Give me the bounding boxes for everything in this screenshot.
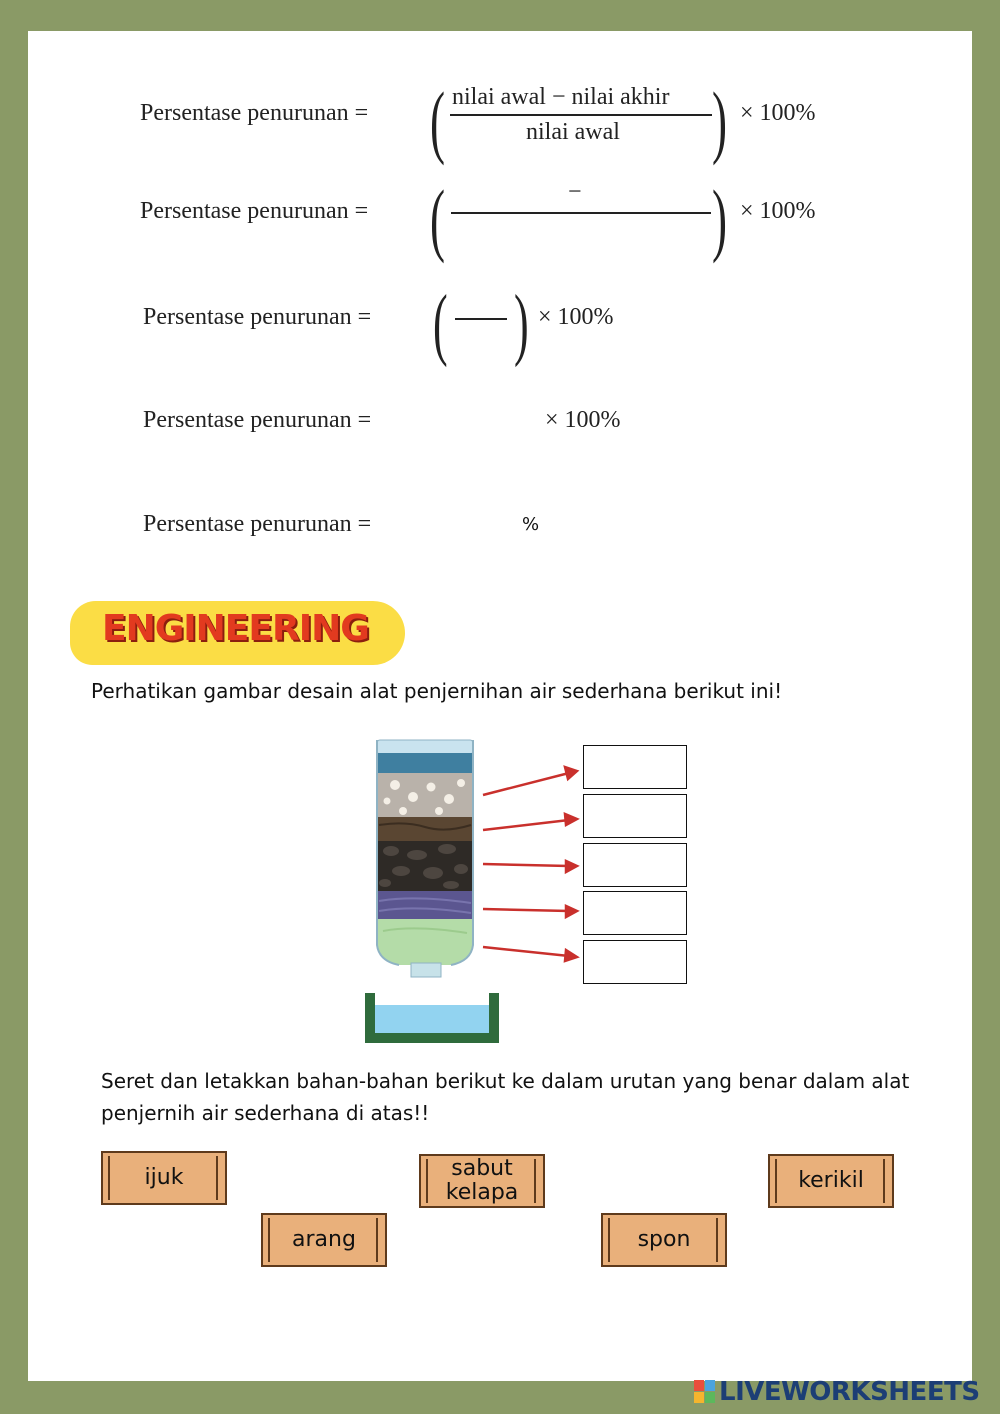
formula1-denominator: nilai awal <box>526 119 620 145</box>
formula3-numerator-input[interactable] <box>455 288 511 314</box>
liveworksheets-brand-text: LIVEWORKSHEETS <box>719 1377 980 1407</box>
arrow-5 <box>483 947 569 956</box>
drag-card-kerikil[interactable] <box>768 1154 894 1208</box>
formula3-times100: × 100% <box>538 304 614 330</box>
formula3-lhs: Persentase penurunan = <box>143 304 372 330</box>
drag-card-sabut-kelapa-label <box>446 1157 519 1205</box>
arrow-1 <box>483 773 569 795</box>
formula5-lhs: Persentase penurunan = <box>143 511 372 537</box>
drag-card-sabut-kelapa[interactable] <box>419 1154 545 1208</box>
arrow-3 <box>483 864 569 866</box>
formula2-minus: − <box>568 179 582 205</box>
formula1-numerator: nilai awal − nilai akhir <box>452 84 670 110</box>
formula4-answer-input[interactable] <box>432 405 542 437</box>
formula2-fraction-bar <box>451 212 711 214</box>
formula2-close-paren: ) <box>712 173 728 264</box>
drag-card-spon-label: spon <box>637 1227 691 1252</box>
formula5-answer-input[interactable] <box>432 509 522 541</box>
formula1-open-paren: ( <box>430 75 446 166</box>
formula3-open-paren: ( <box>433 280 448 368</box>
water-filter-illustration <box>355 735 595 1047</box>
clean-water-layer <box>377 919 473 965</box>
formula3-close-paren: ) <box>514 280 529 368</box>
formula2-lhs: Persentase penurunan = <box>140 198 369 224</box>
formula2-numerator-input-right[interactable] <box>598 182 702 208</box>
sponge-layer <box>377 891 473 919</box>
formula3-fraction-bar <box>455 318 507 320</box>
formula1-lhs: Persentase penurunan = <box>140 100 369 126</box>
formula2-times100: × 100% <box>740 198 816 224</box>
engineering-instruction-2-line1: Seret dan letakkan bahan-bahan berikut ke dalam urutan yang benar dalam alat <box>101 1069 910 1093</box>
formula2-denominator-input[interactable] <box>520 218 644 244</box>
formula5-percent: % <box>522 514 540 535</box>
drag-card-spon[interactable] <box>601 1213 727 1267</box>
gravel-layer <box>377 773 473 817</box>
formula2-numerator-input-left[interactable] <box>455 182 559 208</box>
drop-box-5[interactable] <box>583 940 687 984</box>
formula1-times100: × 100% <box>740 100 816 126</box>
drop-box-2[interactable] <box>583 794 687 838</box>
drop-box-1[interactable] <box>583 745 687 789</box>
drag-card-sabut-line2: kelapa <box>445 1180 519 1205</box>
drag-card-ijuk[interactable] <box>101 1151 227 1205</box>
formula2-open-paren: ( <box>430 173 446 264</box>
formula4-times100: × 100% <box>545 407 621 433</box>
arrow-4 <box>483 909 569 911</box>
engineering-instruction-2-line2: penjernih air sederhana di atas!! <box>101 1101 430 1125</box>
engineering-instruction-1: Perhatikan gambar desain alat penjernihan air sederhana berikut ini! <box>91 679 783 703</box>
formula3-denominator-input[interactable] <box>455 322 511 348</box>
drag-card-ijuk-label: ijuk <box>144 1165 184 1190</box>
formula4-lhs: Persentase penurunan = <box>143 407 372 433</box>
liveworksheets-logo <box>693 1374 980 1410</box>
liveworksheets-logo-icon <box>693 1379 717 1405</box>
formula1-fraction-bar <box>450 114 712 116</box>
drop-box-4[interactable] <box>583 891 687 935</box>
drop-box-3[interactable] <box>583 843 687 887</box>
drag-card-arang-label: arang <box>292 1227 356 1252</box>
formula1-close-paren: ) <box>712 75 728 166</box>
arrow-2 <box>483 820 569 830</box>
engineering-title: ENGINEERING <box>102 608 369 649</box>
bottle-top <box>377 740 473 754</box>
drag-card-kerikil-label: kerikil <box>798 1168 864 1193</box>
bottle-neck <box>411 963 441 977</box>
drag-card-sabut-line1: sabut <box>451 1156 513 1181</box>
drag-card-arang[interactable] <box>261 1213 387 1267</box>
